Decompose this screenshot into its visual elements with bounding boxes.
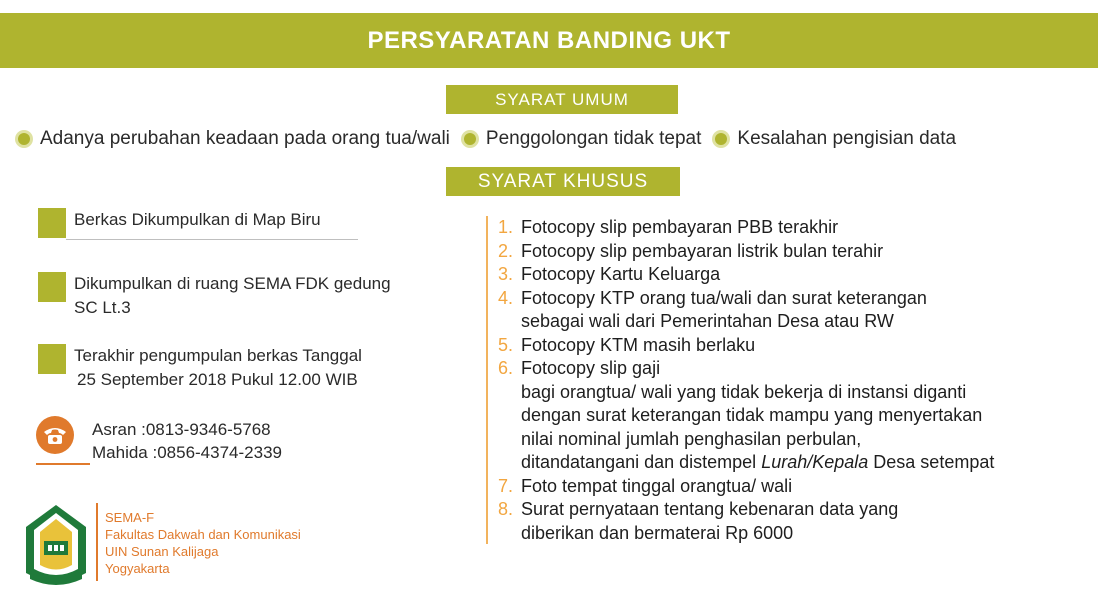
- divider: [96, 503, 98, 581]
- general-requirements-heading: SYARAT UMUM: [446, 85, 678, 114]
- item-line: [521, 451, 994, 475]
- item-line-text: ditandatangani dan distempel: [521, 452, 762, 472]
- item-number: 7.: [498, 475, 514, 496]
- org-line: Yogyakarta: [105, 561, 170, 576]
- list-item: [498, 287, 1088, 334]
- note-submit-place: [38, 272, 438, 324]
- organization-info: [105, 509, 301, 577]
- general-item-label: Penggolongan tidak tepat: [485, 128, 702, 149]
- item-number: 1.: [498, 217, 514, 237]
- item-number: 2.: [498, 240, 514, 261]
- note-text: [74, 344, 362, 392]
- contact-list: [92, 418, 282, 464]
- item-line-text: Desa setempat: [868, 452, 995, 472]
- general-requirements-list: [18, 126, 1088, 152]
- list-item: [498, 334, 1088, 358]
- list-item: [498, 475, 1088, 499]
- item-line: Foto tempat tinggal orangtua/ wali: [521, 475, 793, 496]
- phone-icon: [36, 416, 74, 454]
- note-text: Berkas Dikumpulkan di Map Biru: [74, 210, 321, 229]
- list-item: [498, 216, 1088, 240]
- org-line: Fakultas Dakwah dan Komunikasi: [105, 527, 301, 542]
- item-line: Fotocopy slip pembayaran PBB terakhir: [521, 217, 839, 237]
- list-item: [498, 240, 1088, 264]
- item-line: Fotocopy slip gaji: [521, 358, 661, 378]
- item-line: sebagai wali dari Pemerintahan Desa atau RW: [521, 311, 894, 331]
- item-line: Fotocopy Kartu Keluarga: [521, 264, 721, 284]
- page-title: PERSYARATAN BANDING UKT: [367, 26, 731, 54]
- divider: [66, 239, 358, 240]
- divider: [36, 463, 90, 465]
- note-marker: [38, 272, 66, 302]
- uin-logo: [20, 503, 92, 587]
- item-line: Fotocopy KTM masih berlaku: [521, 334, 756, 355]
- note-line: Terakhir pengumpulan berkas Tanggal: [74, 346, 362, 365]
- item-number: 3.: [498, 264, 514, 284]
- item-number: 5.: [498, 334, 514, 355]
- item-line: Surat pernyataan tentang kebenaran data yang: [521, 499, 899, 519]
- general-item-label: Kesalahan pengisian data: [737, 128, 957, 149]
- note-submit-folder: [38, 208, 358, 240]
- item-number: 4.: [498, 287, 514, 308]
- note-text: [74, 272, 391, 320]
- divider: [486, 216, 488, 544]
- note-marker: [38, 208, 66, 238]
- item-line: bagi orangtua/ wali yang tidak bekerja di instansi diganti: [521, 381, 967, 402]
- list-item: [498, 357, 1088, 475]
- contact-item: Asran :0813-9346-5768: [92, 420, 271, 439]
- list-item: [18, 128, 450, 150]
- header-banner: [0, 13, 1098, 68]
- item-line-italic: Lurah/Kepala: [761, 452, 869, 472]
- special-requirements-list: [498, 216, 1088, 545]
- item-line: nilai nominal jumlah penghasilan perbulan,: [521, 428, 862, 449]
- item-line: diberikan dan bermaterai Rp 6000: [521, 522, 794, 543]
- item-number: 6.: [498, 358, 514, 378]
- contact-item: Mahida :0856-4374-2339: [92, 443, 282, 462]
- note-line: 25 September 2018 Pukul 12.00 WIB: [77, 370, 358, 389]
- item-number: 8.: [498, 499, 514, 519]
- org-line: SEMA-F: [105, 510, 155, 525]
- org-line: UIN Sunan Kalijaga: [105, 544, 219, 559]
- list-item: [498, 263, 1088, 287]
- note-line: SC Lt.3: [74, 298, 131, 317]
- item-line: Fotocopy slip pembayaran listrik bulan terahir: [521, 240, 884, 261]
- dot-icon: [464, 133, 476, 145]
- list-item: [464, 128, 702, 150]
- item-line: Fotocopy KTP orang tua/wali dan surat keterangan: [521, 287, 927, 308]
- special-requirements-heading: SYARAT KHUSUS: [446, 167, 680, 196]
- list-item: [498, 498, 1088, 545]
- general-item-label: Adanya perubahan keadaan pada orang tua/wali: [40, 128, 450, 149]
- note-deadline: [38, 344, 438, 396]
- note-marker: [38, 344, 66, 374]
- dot-icon: [715, 133, 727, 145]
- dot-icon: [18, 133, 30, 145]
- list-item: [715, 128, 956, 150]
- note-line: Dikumpulkan di ruang SEMA FDK gedung: [74, 274, 391, 293]
- item-line: dengan surat keterangan tidak mampu yang menyertakan: [521, 405, 983, 425]
